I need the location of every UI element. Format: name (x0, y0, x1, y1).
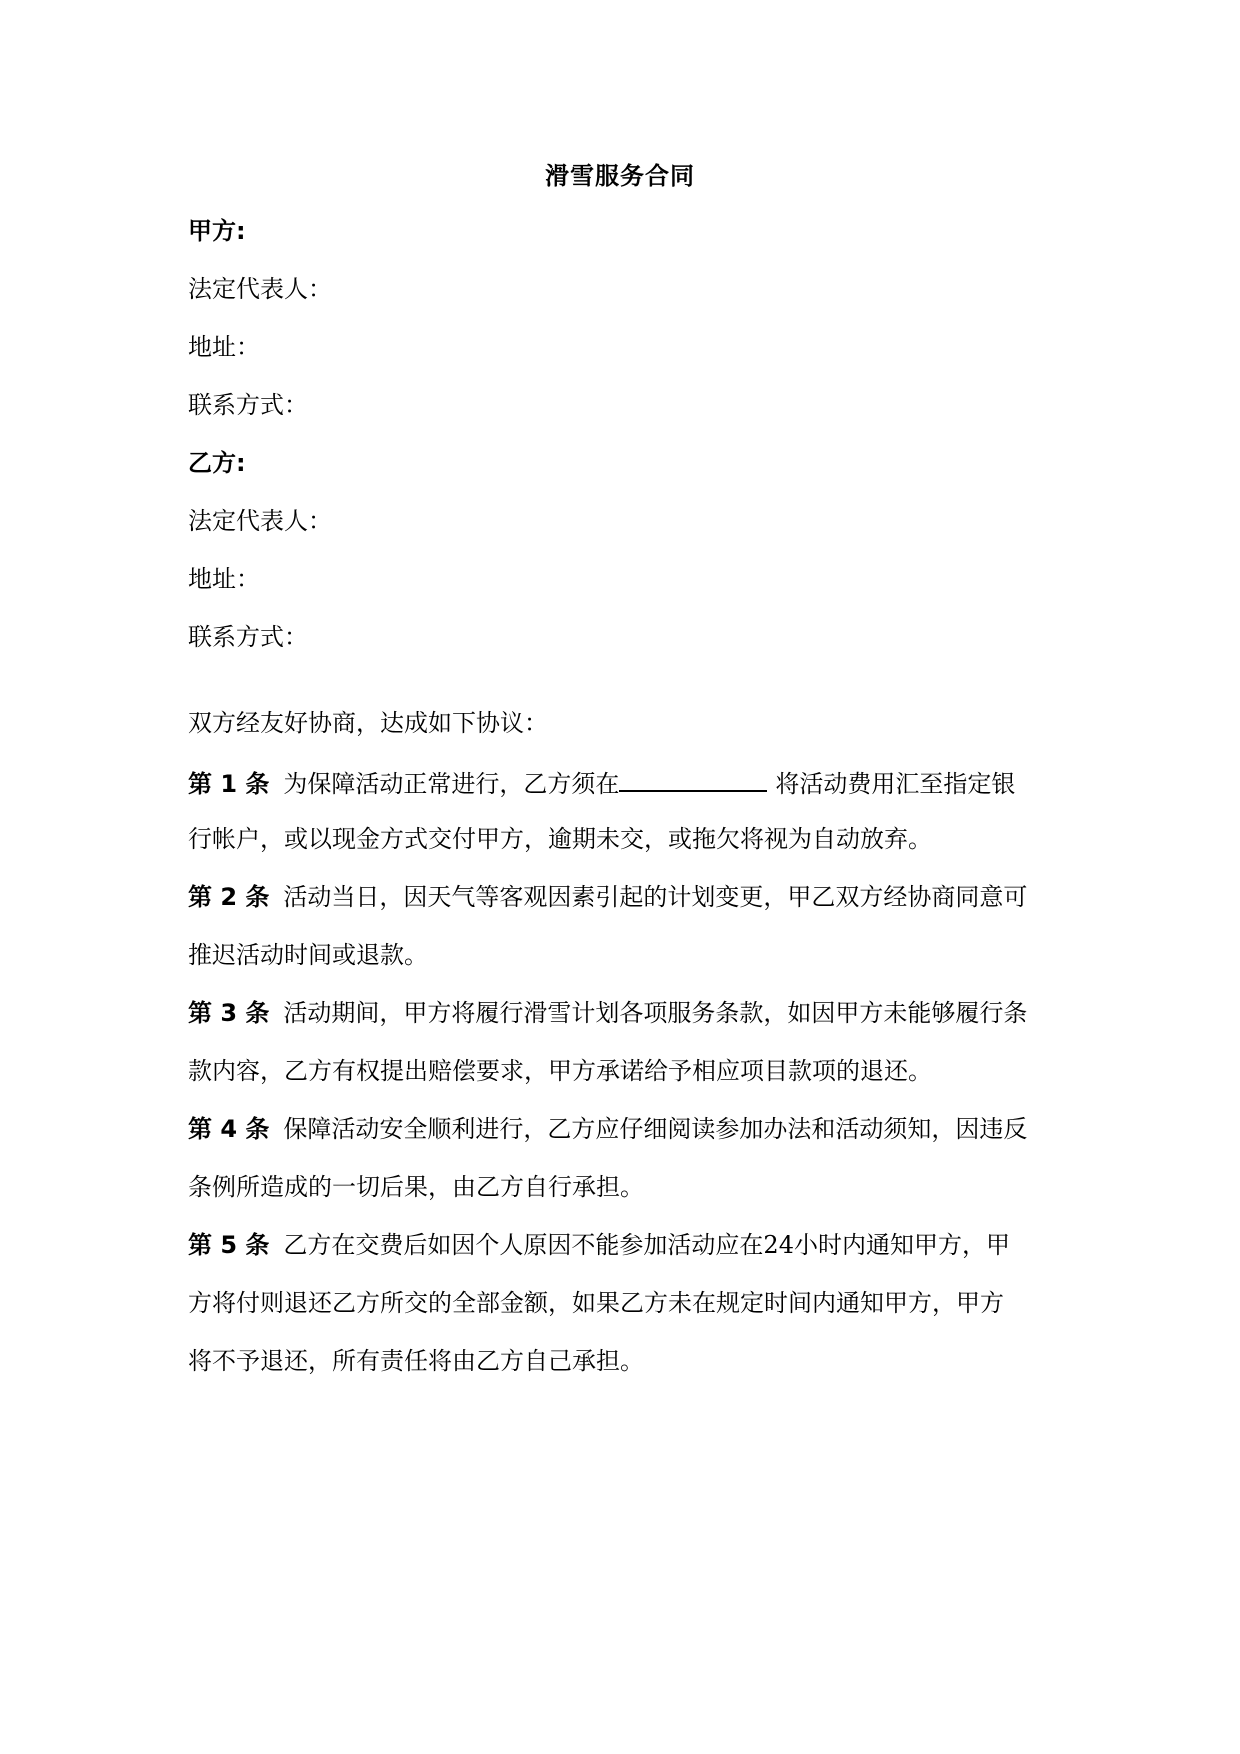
article-3-line-1 (188, 996, 1027, 1030)
article-4-line-1 (188, 1112, 1027, 1146)
article-5-line-1 (188, 1228, 1010, 1262)
article-1-label: 第 1 条 (188, 770, 270, 798)
article-2-line-1 (188, 880, 1027, 914)
article-1-text-before-blank: 为保障活动正常进行，乙方须在 (283, 770, 620, 798)
article-1-text-after-blank: 将活动费用汇至指定银 (775, 770, 1016, 798)
article-5-line-2: 方将付则退还乙方所交的全部金额，如果乙方未在规定时间内通知甲方，甲方 (188, 1289, 1004, 1317)
article-3-text: 活动期间，甲方将履行滑雪计划各项服务条款，如因甲方未能够履行条 (283, 999, 1028, 1027)
party-a-legal-rep: 法定代表人： (188, 275, 332, 303)
party-a-address: 地址： (188, 333, 260, 361)
article-1-line-1 (188, 764, 1015, 801)
party-a-contact: 联系方式： (188, 391, 308, 419)
article-4-line-2: 条例所造成的一切后果，由乙方自行承担。 (188, 1173, 644, 1201)
article-4-text: 保障活动安全顺利进行，乙方应仔细阅读参加办法和活动须知，因违反 (283, 1115, 1028, 1143)
article-2-line-2: 推迟活动时间或退款。 (188, 941, 428, 969)
article-5-line-3: 将不予退还，所有责任将由乙方自己承担。 (188, 1347, 644, 1375)
payment-date-blank (619, 764, 767, 792)
article-2-label: 第 2 条 (188, 883, 270, 911)
article-1-line-2: 行帐户，或以现金方式交付甲方，逾期未交，或拖欠将视为自动放弃。 (188, 825, 932, 853)
article-3-label: 第 3 条 (188, 999, 270, 1027)
article-5-text-after-number: 小时内通知甲方，甲 (793, 1231, 1010, 1259)
article-5-label: 第 5 条 (188, 1231, 270, 1259)
article-5-text-before-number: 乙方在交费后如因个人原因不能参加活动应在 (283, 1231, 764, 1259)
article-2-text: 活动当日，因天气等客观因素引起的计划变更，甲乙双方经协商同意可 (283, 883, 1028, 911)
party-b-contact: 联系方式： (188, 623, 308, 651)
agreement-intro: 双方经友好协商，达成如下协议： (188, 709, 548, 737)
party-b-legal-rep: 法定代表人： (188, 507, 332, 535)
party-a-heading: 甲方: (188, 217, 246, 245)
article-3-line-2: 款内容，乙方有权提出赔偿要求，甲方承诺给予相应项目款项的退还。 (188, 1057, 932, 1085)
party-b-heading: 乙方: (188, 449, 246, 477)
document-title: 滑雪服务合同 (545, 162, 695, 190)
party-b-address: 地址： (188, 565, 260, 593)
article-4-label: 第 4 条 (188, 1115, 270, 1143)
notice-hours-number: 24 (763, 1231, 794, 1259)
